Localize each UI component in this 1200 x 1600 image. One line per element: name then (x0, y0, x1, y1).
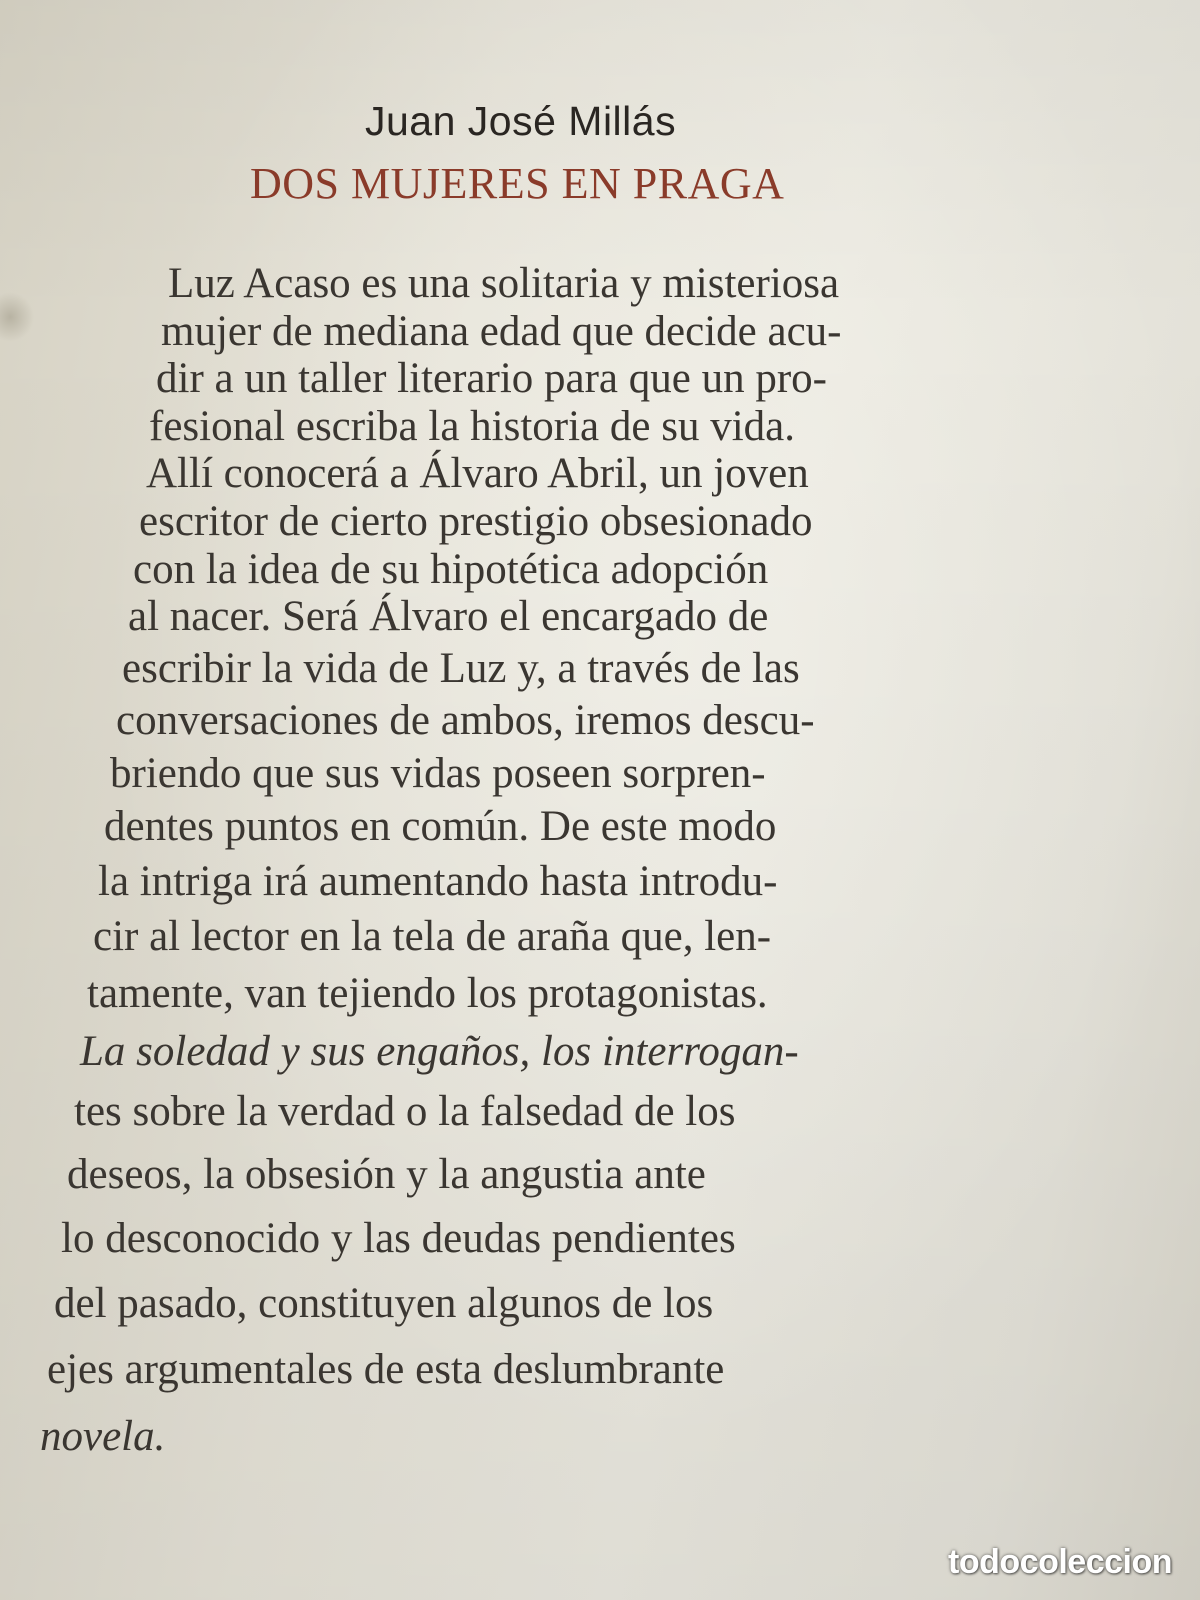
synopsis-line: escritor de cierto prestigio obsesionado (139, 498, 813, 545)
synopsis-line: del pasado, constituyen algunos de los (54, 1280, 714, 1327)
watermark-logo: todocoleccion (948, 1543, 1172, 1581)
synopsis-line: cir al lector en la tela de araña que, len- (93, 913, 772, 960)
synopsis-line: ejes argumentales de esta deslumbrante (47, 1346, 725, 1393)
synopsis-line: La soledad y sus engaños, los interrogan- (80, 1028, 799, 1075)
synopsis-line: fesional escriba la historia de su vida. (149, 403, 795, 450)
book-title: DOS MUJERES EN PRAGA (250, 159, 785, 208)
synopsis-line: con la idea de su hipotética adopción (133, 546, 769, 593)
synopsis-line: conversaciones de ambos, iremos descu- (116, 697, 815, 744)
synopsis-line: tamente, van tejiendo los protagonistas. (87, 970, 768, 1017)
paper-stain (0, 292, 34, 342)
synopsis-line: deseos, la obsesión y la angustia ante (67, 1151, 706, 1198)
synopsis-line: Allí conocerá a Álvaro Abril, un joven (146, 450, 809, 497)
synopsis-line: la intriga irá aumentando hasta introdu- (98, 858, 778, 905)
synopsis-line: mujer de mediana edad que decide acu- (161, 308, 842, 355)
synopsis-line: al nacer. Será Álvaro el encargado de (128, 593, 769, 640)
synopsis-line: novela. (40, 1413, 166, 1460)
synopsis-line: lo desconocido y las deudas pendientes (61, 1215, 736, 1262)
author-name: Juan José Millás (365, 98, 677, 144)
synopsis-line: Luz Acaso es una solitaria y misteriosa (168, 260, 840, 307)
synopsis-line: dir a un taller literario para que un pro- (156, 355, 827, 402)
synopsis-line: dentes puntos en común. De este modo (104, 803, 777, 850)
synopsis-line: briendo que sus vidas poseen sorpren- (110, 750, 766, 797)
synopsis-line: tes sobre la verdad o la falsedad de los (74, 1088, 736, 1135)
synopsis-line: escribir la vida de Luz y, a través de las (122, 645, 800, 692)
